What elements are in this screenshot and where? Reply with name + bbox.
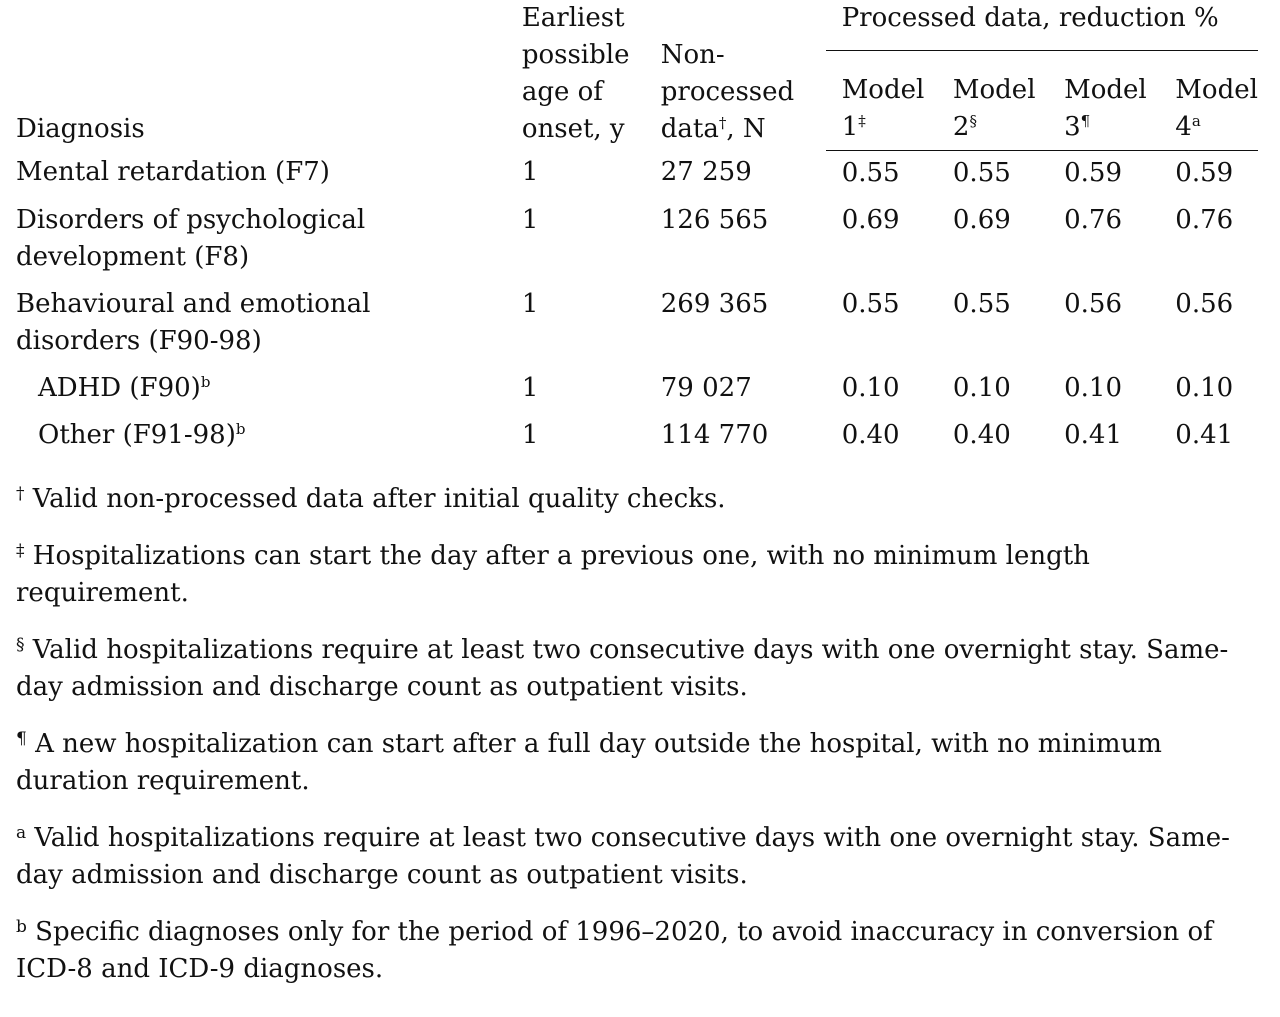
table-row <box>0 198 1258 282</box>
header-non-processed-mark: † <box>718 114 727 132</box>
footnote <box>16 820 1261 894</box>
footnote <box>16 632 1261 706</box>
footnote-mark: ‡ <box>16 541 25 561</box>
header-non-processed <box>661 0 826 150</box>
footnote <box>16 914 1261 988</box>
row-m2: 0.40 <box>952 419 1011 450</box>
table-body <box>0 150 1258 460</box>
row-m3: 0.56 <box>1064 288 1122 319</box>
footnote-mark: ¶ <box>16 729 27 749</box>
footnote-text: Specific diagnoses only for the period of 1996–2020, to avoid inaccuracy in conversion of ICD-8 and ICD-9 diagnoses. <box>16 917 1213 984</box>
row-m1: 0.10 <box>841 372 900 403</box>
row-diagnosis-label: Other (F91-98) <box>38 419 236 450</box>
footnote <box>16 481 1261 518</box>
footnote-text: Hospitalizations can start the day after a previous one, with no minimum length requirement. <box>16 541 1090 608</box>
row-diagnosis-label: Behavioural and emotional disorders (F90-98) <box>16 288 371 356</box>
results-table <box>0 0 1258 460</box>
row-age: 1 <box>521 372 539 403</box>
row-age: 1 <box>521 157 539 187</box>
footnotes <box>16 481 1261 1008</box>
row-n: 126 565 <box>660 204 769 235</box>
header-model-3-label: Model 3 <box>1064 74 1147 142</box>
header-model-4-mark: a <box>1191 111 1201 130</box>
row-m4: 0.41 <box>1175 419 1234 450</box>
row-diagnosis <box>0 282 522 366</box>
row-m4: 0.56 <box>1175 288 1234 319</box>
header-model-1-mark: ‡ <box>858 111 866 130</box>
header-non-processed-label: Non-processed data <box>660 40 795 144</box>
row-m4: 0.10 <box>1175 372 1234 403</box>
row-m3: 0.59 <box>1064 157 1122 188</box>
row-m4: 0.59 <box>1175 157 1234 188</box>
row-m1: 0.55 <box>841 288 900 319</box>
header-model-3 <box>1064 50 1175 150</box>
row-age: 1 <box>521 204 539 235</box>
row-m3: 0.41 <box>1064 419 1122 450</box>
row-age: 1 <box>521 288 539 319</box>
header-diagnosis <box>0 0 522 150</box>
row-diagnosis-label: Disorders of psychological development (F8) <box>16 204 366 272</box>
row-m1: 0.69 <box>841 204 900 235</box>
row-m2: 0.55 <box>952 157 1011 188</box>
header-processed-span <box>826 0 1258 50</box>
row-diagnosis <box>0 413 522 460</box>
footnote-mark: b <box>16 917 27 937</box>
footnote-text: Valid non-processed data after initial quality checks. <box>32 484 726 514</box>
row-diagnosis-label: ADHD (F90) <box>38 372 201 403</box>
row-n: 79 027 <box>660 372 752 403</box>
header-model-2-mark: § <box>969 111 977 130</box>
header-diagnosis-label: Diagnosis <box>16 114 145 144</box>
row-diagnosis <box>0 198 522 282</box>
header-non-processed-suffix: , N <box>726 114 766 144</box>
row-diagnosis-mark: b <box>235 419 246 438</box>
table-header <box>0 0 1258 150</box>
header-age-onset <box>522 0 661 150</box>
header-model-2-label: Model 2 <box>952 74 1036 142</box>
row-m1: 0.40 <box>841 419 900 450</box>
row-age: 1 <box>521 419 539 450</box>
row-diagnosis <box>0 150 522 198</box>
row-m3: 0.76 <box>1064 204 1122 235</box>
header-model-1-label: Model 1 <box>841 74 925 142</box>
row-diagnosis-label: Mental retardation (F7) <box>16 157 330 187</box>
header-model-4-label: Model 4 <box>1175 74 1258 142</box>
table-row <box>0 150 1258 198</box>
footnote-mark: § <box>16 635 25 655</box>
row-m3: 0.10 <box>1064 372 1122 403</box>
row-m2: 0.69 <box>952 204 1011 235</box>
row-diagnosis-mark: b <box>200 372 211 391</box>
table-row <box>0 282 1258 366</box>
header-model-2 <box>953 50 1064 150</box>
row-m4: 0.76 <box>1175 204 1234 235</box>
table-row <box>0 366 1258 413</box>
header-processed-span-label: Processed data, reduction % <box>841 3 1219 33</box>
header-model-4 <box>1175 50 1258 150</box>
row-m2: 0.55 <box>952 288 1011 319</box>
row-n: 269 365 <box>660 288 769 319</box>
header-age-onset-label: Earliest possible age of onset, y <box>521 3 630 144</box>
footnote <box>16 726 1261 800</box>
footnote-mark: † <box>16 484 25 504</box>
footnote-mark: a <box>16 823 27 843</box>
row-diagnosis <box>0 366 522 413</box>
header-model-1 <box>826 50 953 150</box>
table-row <box>0 413 1258 460</box>
footnote-text: A new hospitalization can start after a full day outside the hospital, with no minimum duration requirement. <box>16 729 1162 796</box>
row-m1: 0.55 <box>841 157 900 188</box>
footnote-text: Valid hospitalizations require at least two consecutive days with one overnight stay. Same-day admission and discharge count as outpatient visits. <box>16 635 1229 702</box>
footnote <box>16 538 1261 612</box>
header-model-3-mark: ¶ <box>1080 111 1091 130</box>
row-n: 27 259 <box>660 157 752 187</box>
row-n: 114 770 <box>660 419 769 450</box>
row-m2: 0.10 <box>952 372 1011 403</box>
footnote-text: Valid hospitalizations require at least two consecutive days with one overnight stay. Same-day admission and discharge count as outpatient visits. <box>16 823 1230 890</box>
